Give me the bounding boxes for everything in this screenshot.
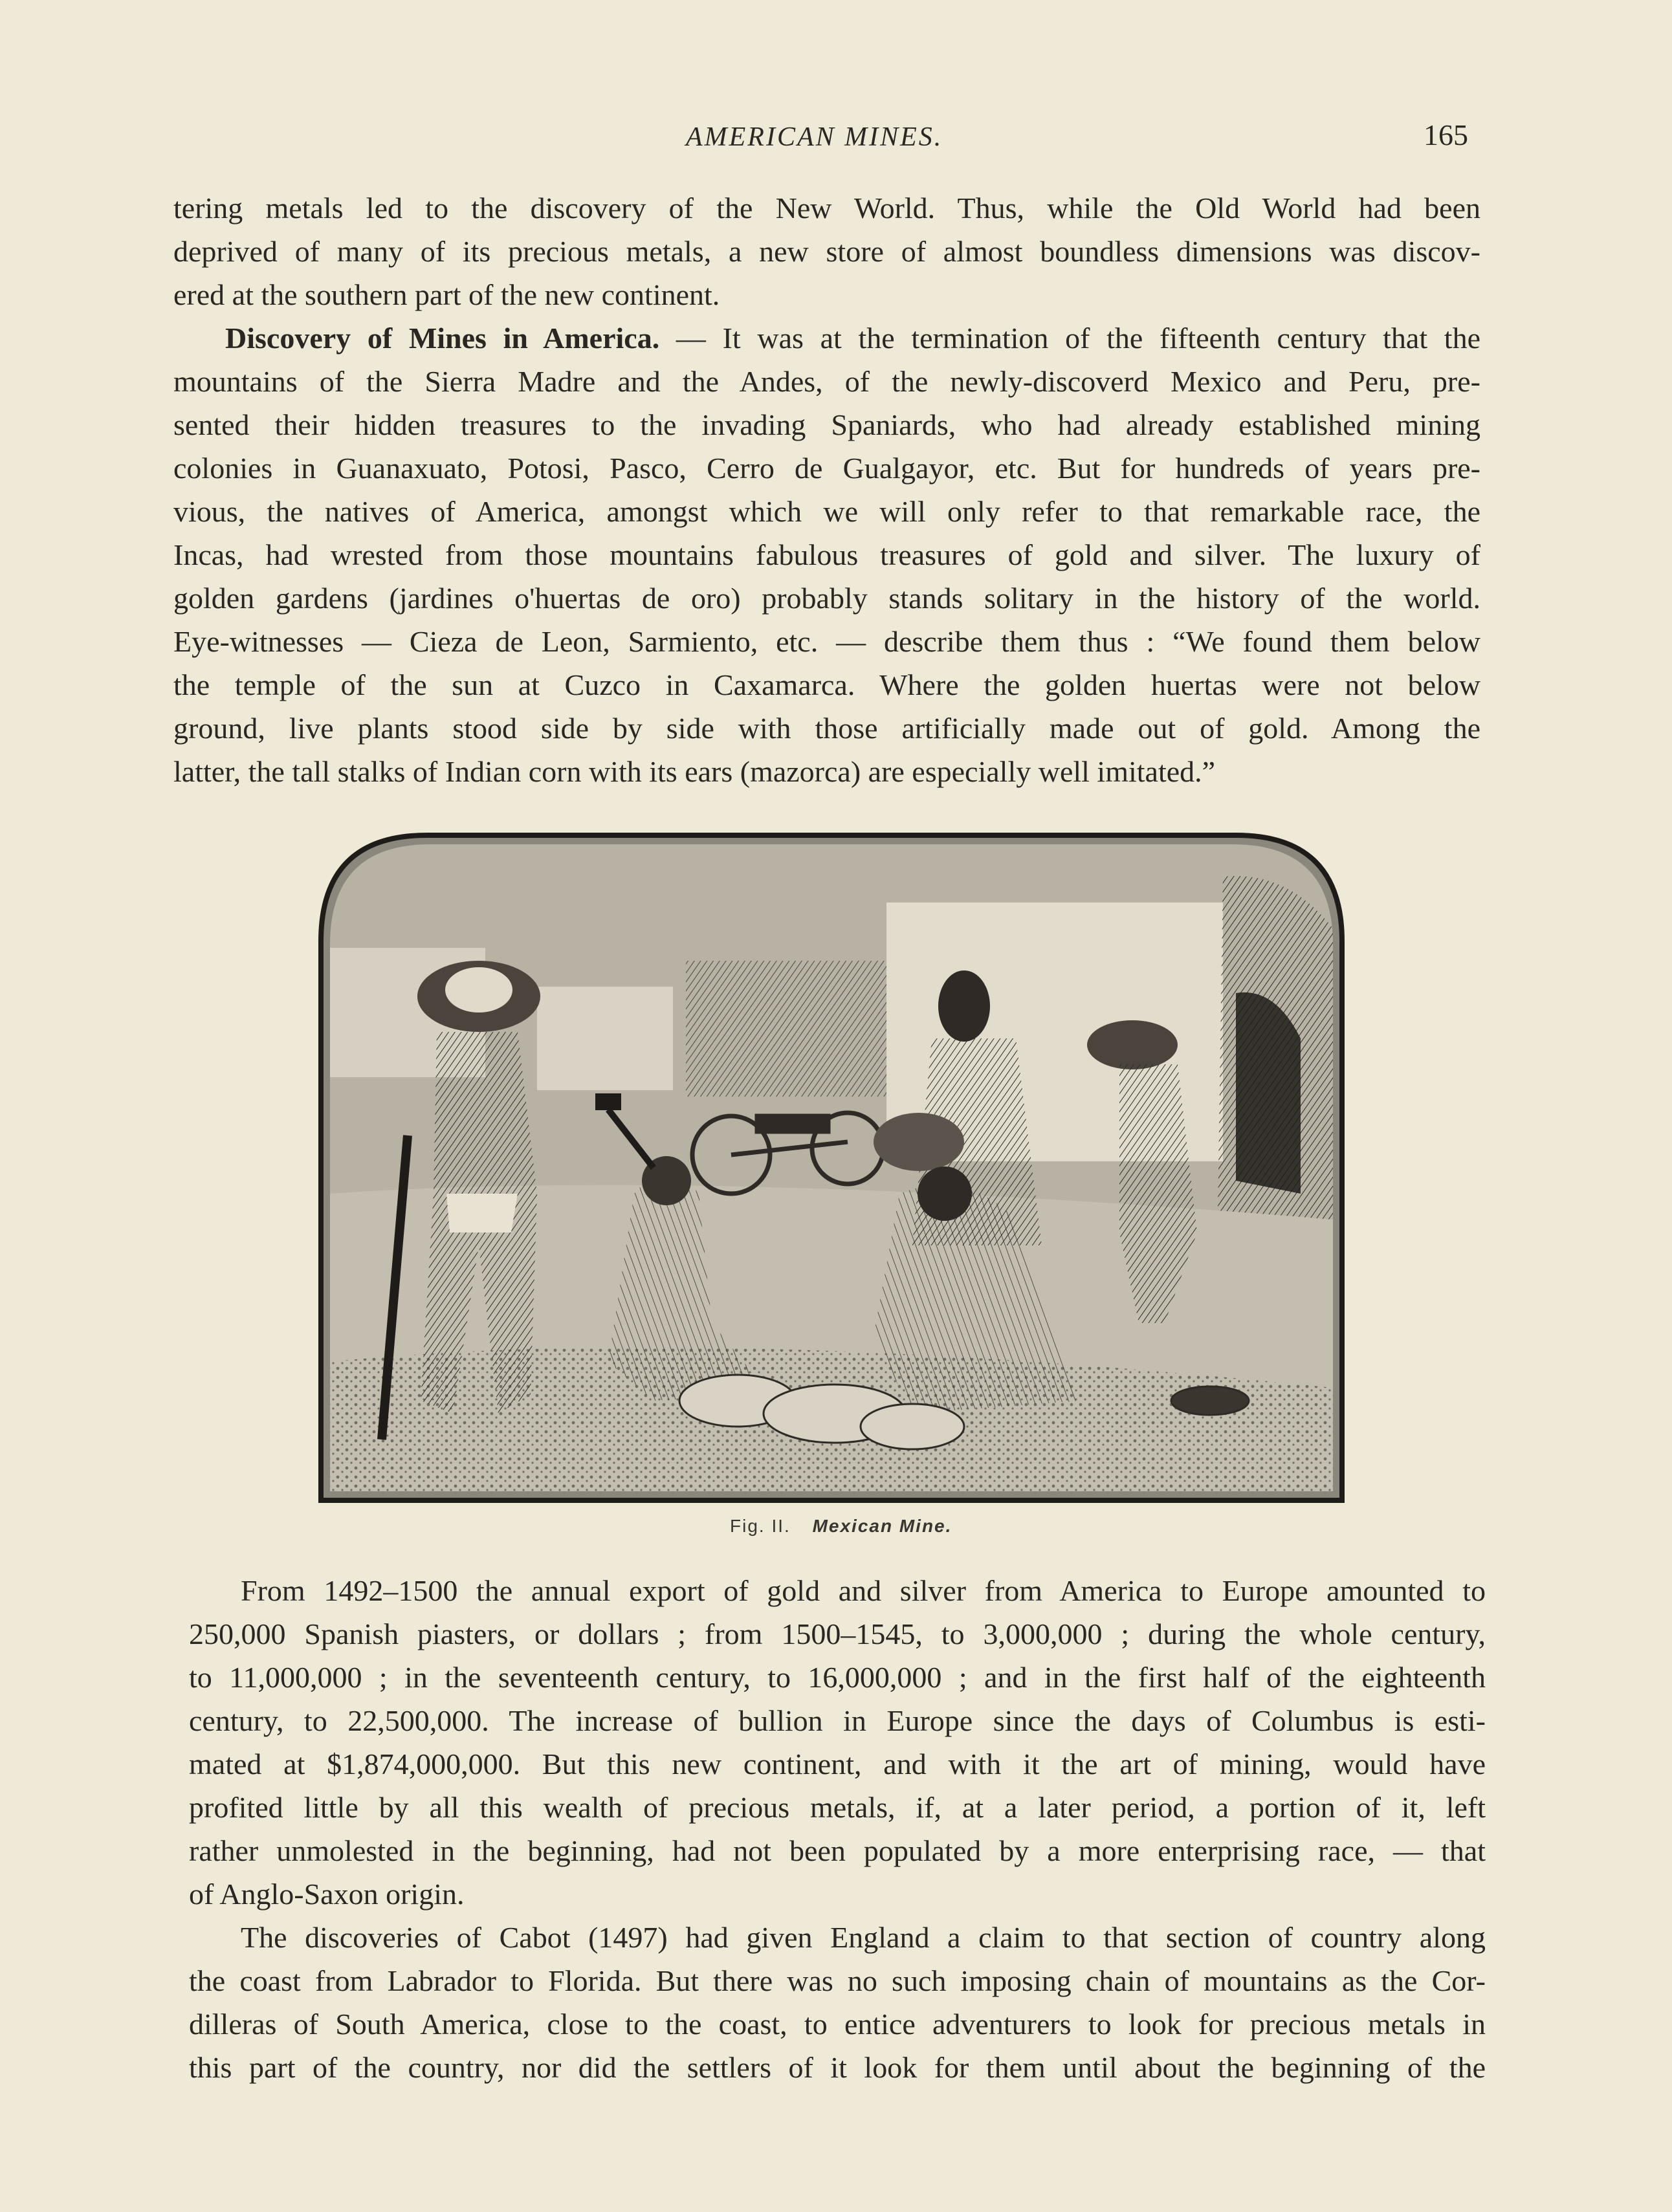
text-line: this part of the country, nor did the settlers of it look for them until about the beginning of the xyxy=(189,2051,1486,2084)
text-line: deprived of many of its precious metals, a new store of almost boundless dimensions was discov- xyxy=(173,235,1480,268)
text-line: century, to 22,500,000. The increase of bullion in Europe since the days of Columbus is esti- xyxy=(189,1704,1486,1737)
text-line: rather unmolested in the beginning, had not been populated by a more enterprising race, — that xyxy=(189,1834,1486,1867)
text-line: the temple of the sun at Cuzco in Caxamarca. Where the golden huertas were not below xyxy=(173,668,1480,701)
text-line: colonies in Guanaxuato, Potosi, Pasco, Cerro de Gualgayor, etc. But for hundreds of years pre- xyxy=(173,452,1480,485)
section-heading-line xyxy=(173,316,1480,360)
text-line: latter, the tall stalks of Indian corn with its ears (mazorca) are especially well imitated.” xyxy=(173,755,1216,788)
text-block-top xyxy=(173,186,1480,793)
running-title: AMERICAN MINES. xyxy=(686,122,943,152)
text-line: vious, the natives of America, amongst which we will only refer to that remarkable race, the xyxy=(173,495,1480,528)
figure-label: Fig. II. xyxy=(730,1516,791,1536)
text-line: Incas, had wrested from those mountains fabulous treasures of gold and silver. The luxury of xyxy=(173,538,1480,571)
text-line: From 1492–1500 the annual export of gold and silver from America to Europe amounted to xyxy=(241,1574,1486,1607)
text-line: ered at the southern part of the new continent. xyxy=(173,278,720,311)
text-line: tering metals led to the discovery of the New World. Thus, while the Old World had been xyxy=(173,192,1480,224)
text-line: ground, live plants stood side by side with those artificially made out of gold. Among the xyxy=(173,712,1480,745)
page-number: 165 xyxy=(1424,118,1468,151)
text-line: sented their hidden treasures to the invading Spaniards, who had already established mining xyxy=(173,408,1480,441)
text-block-bottom xyxy=(189,1569,1486,2089)
text-line: dilleras of South America, close to the coast, to entice adventurers to look for precious metals in xyxy=(189,2008,1486,2041)
figure-illustration xyxy=(317,831,1346,1504)
text-line: golden gardens (jardines o'huertas de oro) probably stands solitary in the history of the world. xyxy=(173,582,1480,615)
text-line: profited little by all this wealth of precious metals, if, at a later period, a portion of it, left xyxy=(189,1791,1486,1824)
text-line: — It was at the termination of the fifteenth century that the xyxy=(676,322,1480,355)
text-line: Eye-witnesses — Cieza de Leon, Sarmiento, etc. — describe them thus : “We found them below xyxy=(173,625,1480,658)
text-line: mated at $1,874,000,000. But this new continent, and with it the art of mining, would have xyxy=(189,1747,1486,1780)
text-line: The discoveries of Cabot (1497) had given England a claim to that section of country along xyxy=(241,1921,1486,1954)
section-heading: Discovery of Mines in America. xyxy=(225,322,660,355)
text-line: to 11,000,000 ; in the seventeenth century, to 16,000,000 ; and in the first half of the eighteenth xyxy=(189,1661,1486,1694)
figure-title: Mexican Mine. xyxy=(812,1516,952,1536)
text-line: of Anglo-Saxon origin. xyxy=(189,1878,465,1911)
text-line: 250,000 Spanish piasters, or dollars ; from 1500–1545, to 3,000,000 ; during the whole century, xyxy=(189,1617,1486,1650)
figure-caption xyxy=(730,1516,952,1537)
text-line: mountains of the Sierra Madre and the Andes, of the newly-discoverd Mexico and Peru, pre- xyxy=(173,365,1480,398)
text-line: the coast from Labrador to Florida. But there was no such imposing chain of mountains as the Cor- xyxy=(189,1964,1486,1997)
